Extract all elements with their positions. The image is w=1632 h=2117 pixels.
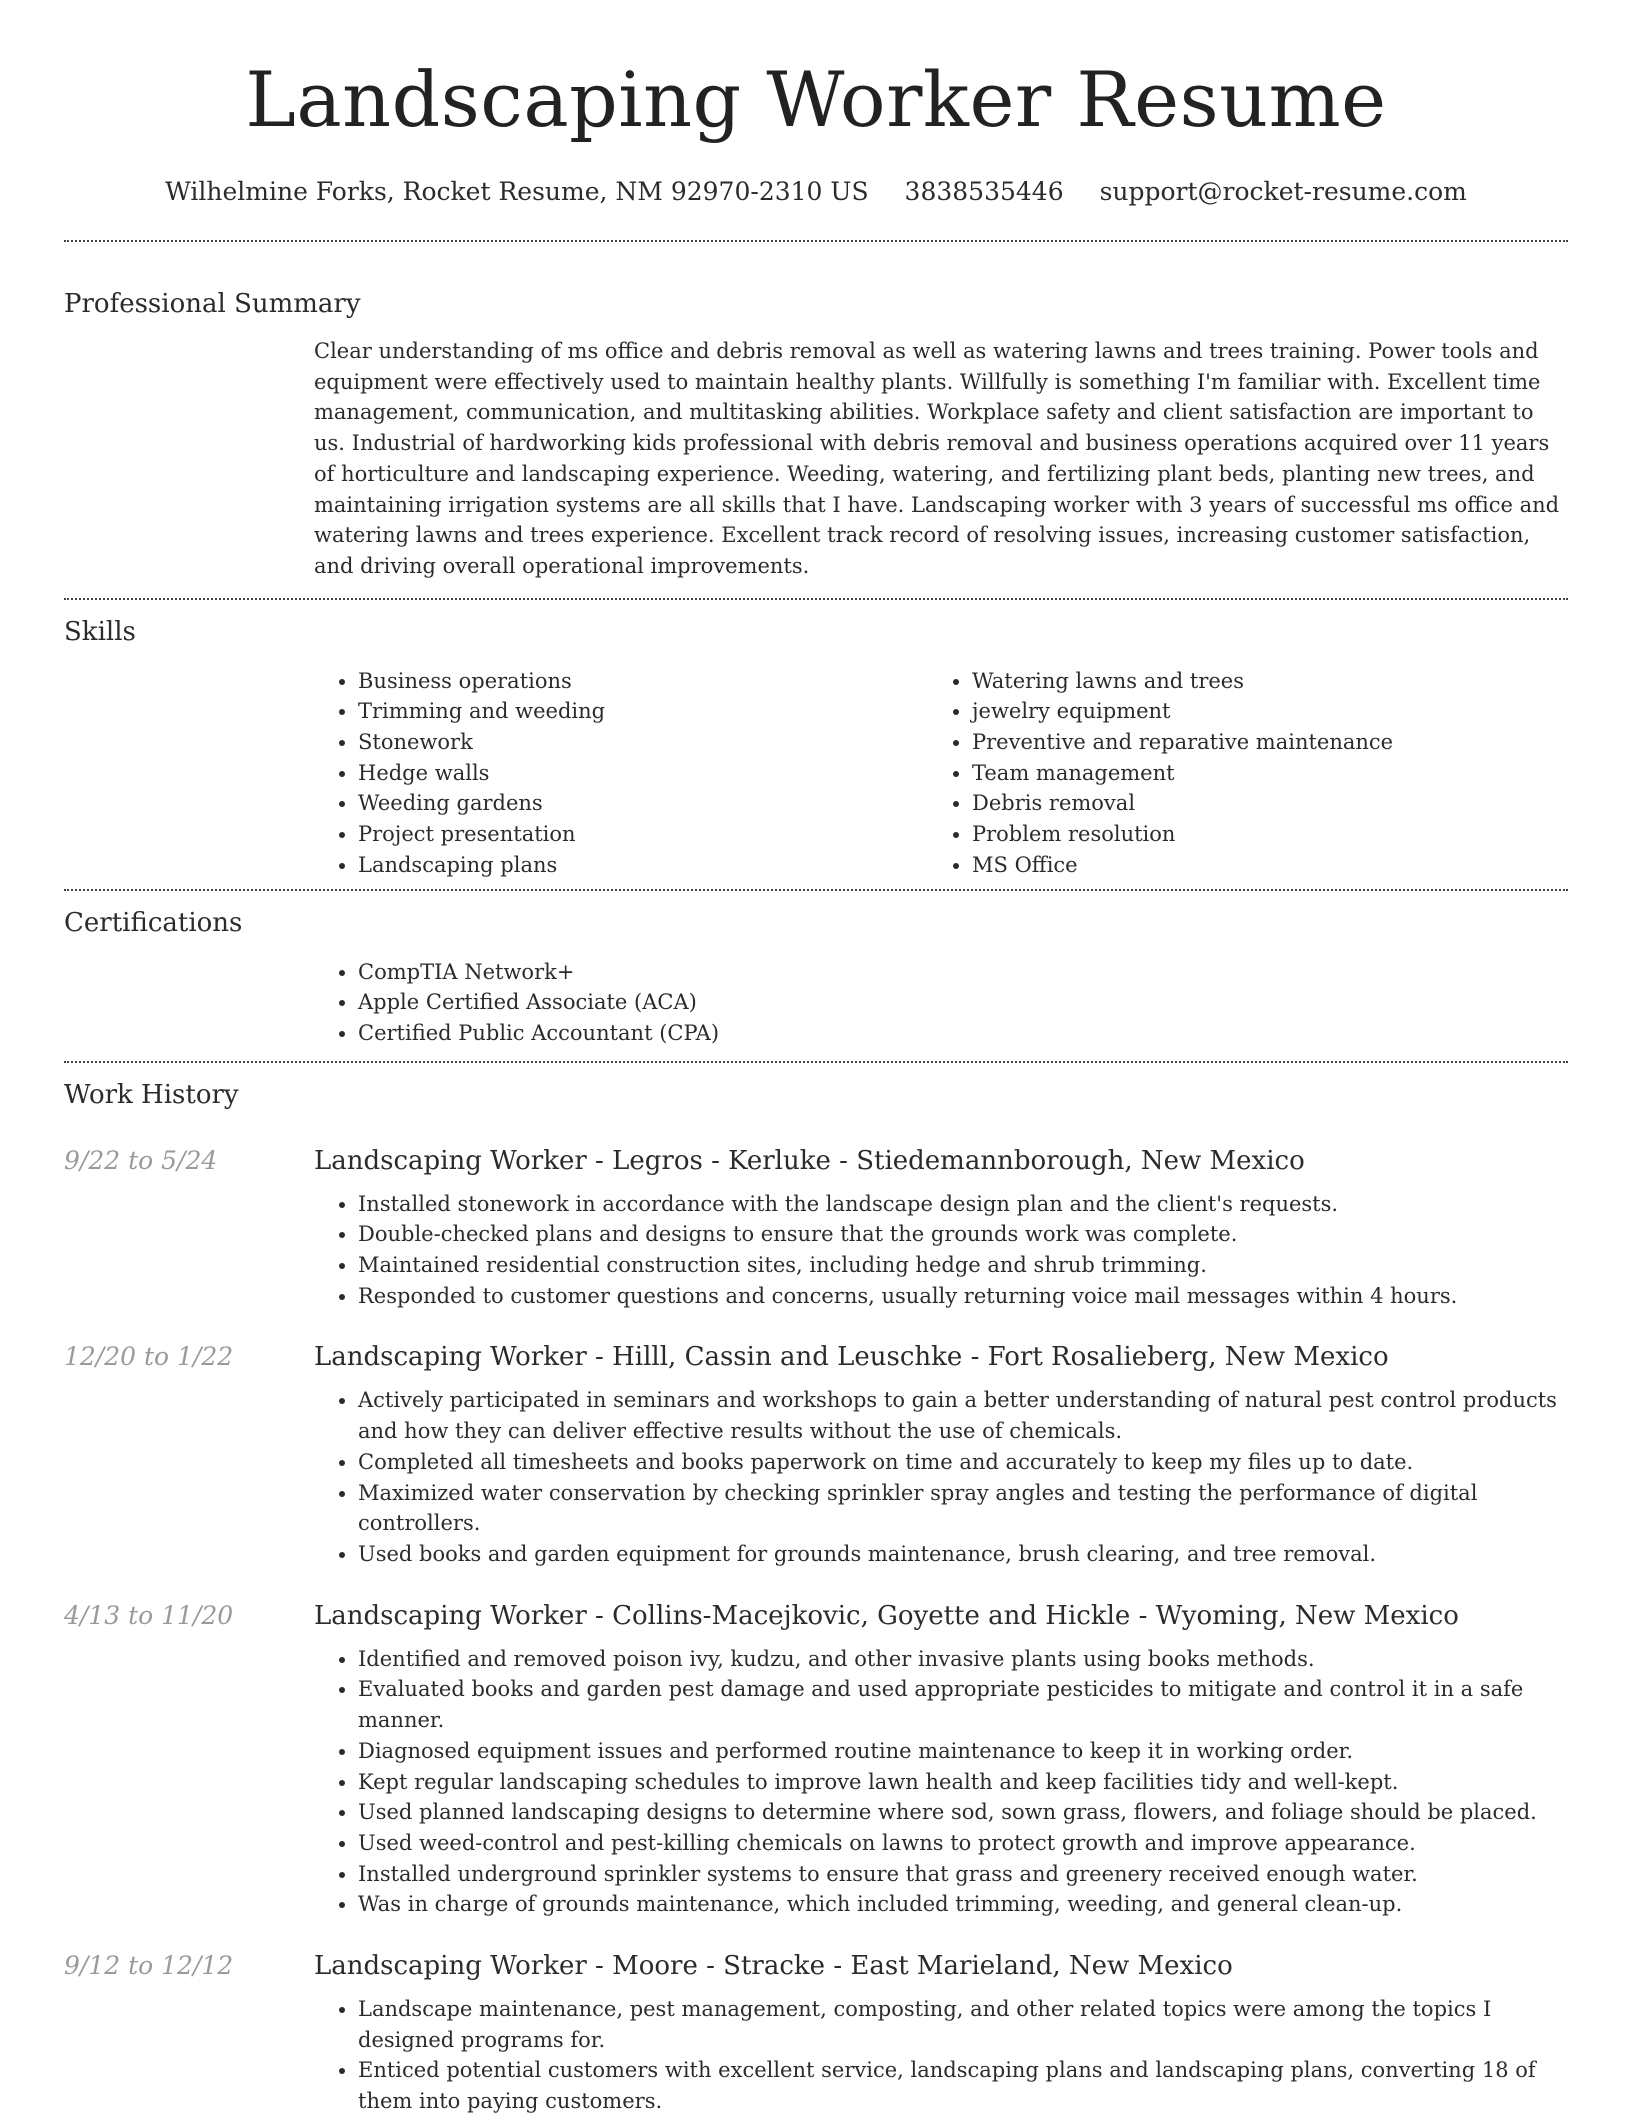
job-bullets bbox=[314, 1994, 1568, 2117]
skill-item: • Business operations bbox=[358, 666, 928, 697]
job-heading: Landscaping Worker - Moore - Stracke - East Marieland, New Mexico bbox=[314, 1951, 1233, 1982]
skills-section bbox=[64, 600, 1568, 889]
job-heading: Landscaping Worker - Legros - Kerluke - Stiedemannborough, New Mexico bbox=[314, 1145, 1305, 1176]
resume-page bbox=[64, 0, 1568, 2117]
certifications-heading: Certifications bbox=[64, 907, 243, 938]
job-bullet: • Identified and removed poison ivy, kudzu, and other invasive plants using books methods. bbox=[358, 1644, 1568, 1675]
job-bullets bbox=[314, 1385, 1568, 1569]
skill-item: • Watering lawns and trees bbox=[972, 666, 1542, 697]
skill-item: • Preventive and reparative maintenance bbox=[972, 727, 1542, 758]
skill-item: • Debris removal bbox=[972, 788, 1542, 819]
job-bullet: • Completed all timesheets and books paperwork on time and accurately to keep my files up to date. bbox=[358, 1447, 1568, 1478]
skill-item: • Project presentation bbox=[358, 819, 928, 850]
job-bullet: • Used books and garden equipment for grounds maintenance, brush clearing, and tree removal. bbox=[358, 1539, 1568, 1570]
job-heading: Landscaping Worker - Collins-Macejkovic, Goyette and Hickle - Wyoming, New Mexico bbox=[314, 1600, 1459, 1631]
certification-item: • CompTIA Network+ bbox=[358, 957, 1568, 988]
job-bullet: • Installed underground sprinkler systems to ensure that grass and greenery received enough water. bbox=[358, 1859, 1568, 1890]
summary-section bbox=[64, 242, 1568, 598]
contact-line bbox=[64, 174, 1568, 210]
job-entry bbox=[64, 1337, 1568, 1569]
skill-item: • Hedge walls bbox=[358, 758, 928, 789]
resume-title: Landscaping Worker Resume bbox=[245, 55, 1387, 144]
job-bullet: • Diagnosed equipment issues and performed routine maintenance to keep it in working order. bbox=[358, 1736, 1568, 1767]
job-bullet: • Double-checked plans and designs to ensure that the grounds work was complete. bbox=[358, 1219, 1568, 1250]
job-entry bbox=[64, 1596, 1568, 1920]
job-entry bbox=[64, 1946, 1568, 2117]
certifications-section bbox=[64, 891, 1568, 1061]
skill-item: • Stonework bbox=[358, 727, 928, 758]
job-bullets bbox=[314, 1644, 1568, 1920]
contact-address: Wilhelmine Forks, Rocket Resume, NM 92970-2310 US bbox=[165, 177, 869, 206]
job-bullet: • Evaluated books and garden pest damage and used appropriate pesticides to mitigate and control it in a safe manner. bbox=[358, 1674, 1568, 1735]
summary-text: Clear understanding of ms office and debris removal as well as watering lawns and trees training. Power tools and equipment were effectively used to maintain healthy plants. Willfully is something I'm familiar with. Excellent time management, communication, and multitasking abilities. Workplace safety and client satisfaction are important to us. Industrial of hardworking kids professional with debris removal and business operations acquired over 11 years of horticulture and landscaping experience. Weeding, watering, and fertilizing plant beds, planting new trees, and maintaining irrigation systems are all skills that I have. Landscaping worker with 3 years of successful ms office and watering lawns and trees experience. Excellent track record of resolving issues, increasing customer satisfaction, and driving overall operational improvements. bbox=[314, 339, 1560, 578]
job-bullets bbox=[314, 1189, 1568, 1312]
job-bullet: • Responded to customer questions and concerns, usually returning voice mail messages within 4 hours. bbox=[358, 1281, 1568, 1312]
job-bullet: • Landscape maintenance, pest management, composting, and other related topics were among the topics I designed programs for. bbox=[358, 1994, 1568, 2055]
job-date: 4/13 to 11/20 bbox=[64, 1600, 234, 1630]
skill-item: • MS Office bbox=[972, 850, 1542, 881]
job-heading: Landscaping Worker - Hilll, Cassin and Leuschke - Fort Rosalieberg, New Mexico bbox=[314, 1342, 1389, 1373]
skills-column-left bbox=[314, 666, 928, 881]
skill-item: • Team management bbox=[972, 758, 1542, 789]
summary-heading: Professional Summary bbox=[64, 289, 361, 319]
job-bullet: • Installed stonework in accordance with the landscape design plan and the client's requests. bbox=[358, 1189, 1568, 1220]
skills-column-right bbox=[928, 666, 1542, 881]
certification-item: • Certified Public Accountant (CPA) bbox=[358, 1018, 1568, 1049]
job-date: 9/12 to 12/12 bbox=[64, 1951, 234, 1981]
certifications-list bbox=[314, 957, 1568, 1061]
job-bullet: • Kept regular landscaping schedules to improve lawn health and keep facilities tidy and well-kept. bbox=[358, 1767, 1568, 1798]
contact-phone: 3838535446 bbox=[904, 177, 1064, 206]
job-bullet: • Maintained residential construction sites, including hedge and shrub trimming. bbox=[358, 1250, 1568, 1281]
job-bullet: • Actively participated in seminars and workshops to gain a better understanding of natural pest control products and how they can deliver effective results without the use of chemicals. bbox=[358, 1385, 1568, 1446]
skill-item: • Trimming and weeding bbox=[358, 696, 928, 727]
work-history-section bbox=[64, 1063, 1568, 2117]
skill-item: • Weeding gardens bbox=[358, 788, 928, 819]
contact-email: support@rocket-resume.com bbox=[1099, 177, 1467, 206]
certification-item: • Apple Certified Associate (ACA) bbox=[358, 987, 1568, 1018]
work-history-heading: Work History bbox=[64, 1079, 239, 1110]
skill-item: • Landscaping plans bbox=[358, 850, 928, 881]
skill-item: • jewelry equipment bbox=[972, 696, 1542, 727]
job-date: 9/22 to 5/24 bbox=[64, 1145, 218, 1175]
skills-columns bbox=[314, 666, 1568, 889]
skills-heading: Skills bbox=[64, 616, 136, 647]
job-bullet: • Was in charge of grounds maintenance, which included trimming, weeding, and general clean-up. bbox=[358, 1889, 1568, 1920]
job-date: 12/20 to 1/22 bbox=[64, 1342, 234, 1372]
skill-item: • Problem resolution bbox=[972, 819, 1542, 850]
job-bullet: • Enticed potential customers with excellent service, landscaping plans and landscaping plans, converting 18 of them into paying customers. bbox=[358, 2055, 1568, 2116]
job-bullet: • Used planned landscaping designs to determine where sod, sown grass, flowers, and foliage should be placed. bbox=[358, 1797, 1568, 1828]
job-bullet: • Used weed-control and pest-killing chemicals on lawns to protect growth and improve appearance. bbox=[358, 1828, 1568, 1859]
job-bullet: • Maximized water conservation by checking sprinkler spray angles and testing the performance of digital controllers. bbox=[358, 1478, 1568, 1539]
job-entry bbox=[64, 1141, 1568, 1312]
